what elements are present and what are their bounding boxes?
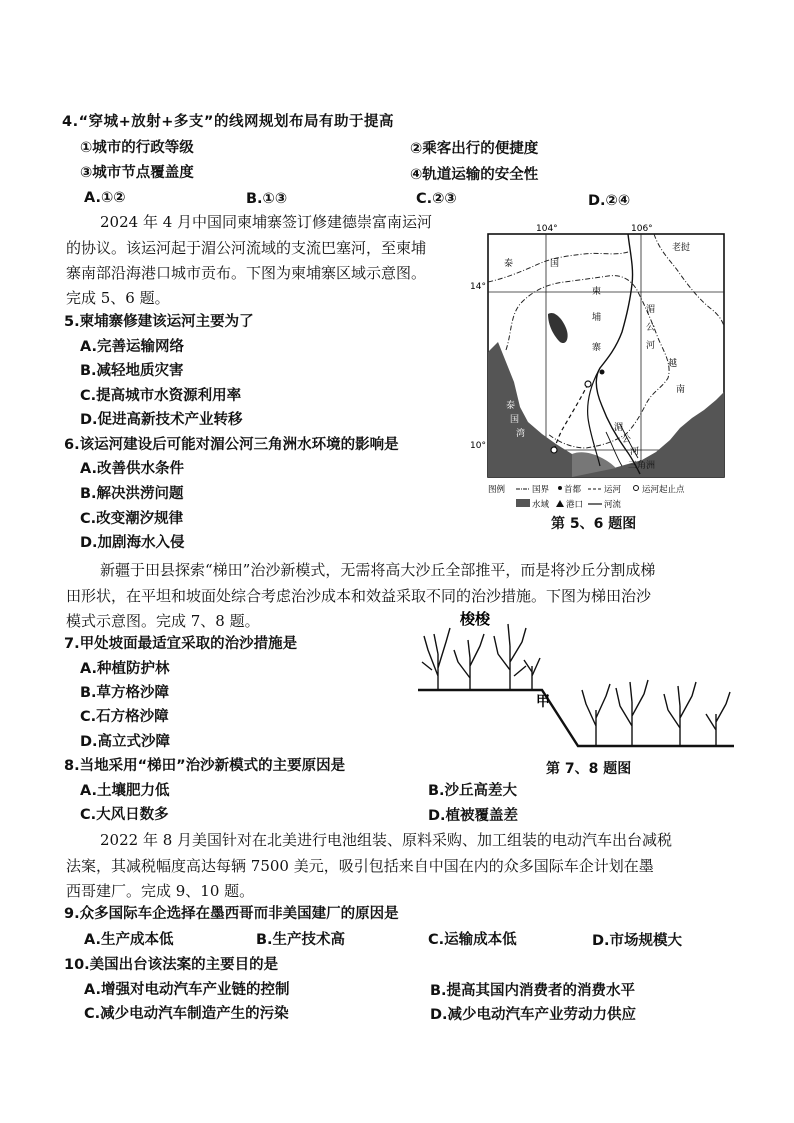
q4-option-b[interactable]: B.①③ bbox=[246, 191, 288, 207]
q6-option-b[interactable]: B.解决洪涝问题 bbox=[80, 486, 184, 502]
legend-border: 国界 bbox=[532, 485, 550, 495]
q4-item-2: ②乘客出行的便捷度 bbox=[410, 141, 539, 157]
q10-option-b[interactable]: B.提高其国内消费者的消费水平 bbox=[430, 983, 636, 999]
label-cambodia-1: 柬 bbox=[592, 287, 602, 297]
legend-capital: 首都 bbox=[564, 485, 582, 495]
canal-start-point bbox=[585, 381, 591, 387]
label-vietnam-2: 南 bbox=[676, 385, 686, 395]
label-mekong-1: 湄 bbox=[646, 305, 656, 315]
label-gulf-1: 泰 bbox=[506, 401, 516, 411]
terrace-slope-label: 甲 bbox=[536, 694, 550, 710]
q7-option-d[interactable]: D.高立式沙障 bbox=[80, 734, 171, 750]
q9-option-d[interactable]: D.市场规模大 bbox=[592, 933, 683, 949]
label-cambodia-2: 埔 bbox=[592, 313, 602, 323]
legend-endpoint-swatch bbox=[634, 486, 639, 491]
legend-capital-swatch bbox=[558, 486, 562, 490]
q8-option-b[interactable]: B.沙丘高差大 bbox=[428, 783, 518, 799]
passage2-line-1: 新疆于田县探索“梯田”治沙新模式，无需将高大沙丘全部推平，而是将沙丘分割成梯 bbox=[100, 561, 656, 579]
label-thailand-1: 泰 bbox=[504, 259, 514, 269]
q4-item-1: ①城市的行政等级 bbox=[80, 140, 194, 156]
terrace-tree-label: 梭梭 bbox=[460, 610, 491, 628]
legend-water-swatch bbox=[516, 499, 530, 507]
passage2-line-2: 田形状，在平坦和坡面处综合考虑治沙成本和效益采取不同的治沙措施。下图为梯田治沙 bbox=[66, 587, 652, 605]
q8-option-d[interactable]: D.植被覆盖差 bbox=[428, 808, 519, 824]
legend-title: 图例 bbox=[488, 485, 506, 495]
passage1-line-3: 寨南部沿海港口城市贡布。下图为柬埔寨区域示意图。 bbox=[66, 264, 427, 282]
q7-option-a[interactable]: A.种植防护林 bbox=[80, 661, 170, 677]
map-lon-104: 104° bbox=[536, 224, 558, 234]
map-lat-10: 10° bbox=[470, 441, 486, 451]
cambodia-map bbox=[470, 222, 738, 512]
legend-port: 港口 bbox=[566, 500, 584, 510]
label-delta-2: 公 bbox=[622, 435, 632, 445]
terrace-profile bbox=[418, 690, 734, 746]
q6-option-a[interactable]: A.改善供水条件 bbox=[80, 461, 184, 477]
q10-option-a[interactable]: A.增强对电动汽车产业链的控制 bbox=[84, 982, 290, 998]
q8-option-a[interactable]: A.土壤肥力低 bbox=[80, 783, 170, 799]
label-gulf-3: 湾 bbox=[516, 429, 526, 439]
label-vietnam-1: 越 bbox=[668, 359, 678, 369]
label-laos: 老挝 bbox=[672, 243, 691, 253]
q4-option-a[interactable]: A.①② bbox=[84, 190, 126, 206]
passage3-line-2: 法案，其减税幅度高达每辆 7500 美元，吸引包括来自中国在内的众多国际车企计划在墨 bbox=[66, 857, 654, 875]
q9-option-b[interactable]: B.生产技术高 bbox=[256, 932, 346, 948]
q7-option-c[interactable]: C.石方格沙障 bbox=[80, 709, 169, 725]
lower-trees bbox=[582, 680, 730, 746]
legend-water: 水域 bbox=[532, 500, 550, 510]
map-caption: 第 5、6 题图 bbox=[551, 516, 637, 532]
terrace-caption: 第 7、8 题图 bbox=[546, 761, 632, 777]
passage2-line-3: 模式示意图。完成 7、8 题。 bbox=[66, 612, 260, 630]
q5-option-b[interactable]: B.减轻地质灾害 bbox=[80, 363, 184, 379]
passage3-line-1: 2022 年 8 月美国针对在北美进行电池组装、原料采购、加工组装的电动汽车出台减税 bbox=[100, 831, 673, 849]
map-lon-106: 106° bbox=[631, 224, 653, 234]
q6-option-d[interactable]: D.加剧海水入侵 bbox=[80, 535, 185, 551]
q9-option-c[interactable]: C.运输成本低 bbox=[428, 932, 517, 948]
q4-item-3: ③城市节点覆盖度 bbox=[80, 165, 194, 181]
q8-option-c[interactable]: C.大风日数多 bbox=[80, 807, 169, 823]
passage1-line-2: 的协议。该运河起于湄公河流域的支流巴塞河，至柬埔 bbox=[66, 239, 427, 257]
q5-option-d[interactable]: D.促进高新技术产业转移 bbox=[80, 412, 243, 428]
q4-option-d[interactable]: D.②④ bbox=[588, 193, 631, 209]
q10-option-c[interactable]: C.减少电动汽车制造产生的污染 bbox=[84, 1006, 289, 1022]
q7-option-b[interactable]: B.草方格沙障 bbox=[80, 685, 170, 701]
q5-option-a[interactable]: A.完善运输网络 bbox=[80, 339, 184, 355]
q4-option-c[interactable]: C.②③ bbox=[416, 191, 457, 207]
q6-option-c[interactable]: C.改变潮汐规律 bbox=[80, 511, 184, 527]
label-delta-bottom: 三角洲 bbox=[628, 461, 656, 471]
label-delta-1: 湄 bbox=[614, 423, 624, 433]
passage3-line-3: 西哥建厂。完成 9、10 题。 bbox=[66, 882, 255, 900]
map-lat-14: 14° bbox=[470, 282, 486, 292]
q5-stem: 5.柬埔寨修建该运河主要为了 bbox=[64, 314, 254, 330]
legend-endpoint: 运河起止点 bbox=[642, 485, 685, 495]
legend-port-swatch bbox=[556, 500, 564, 507]
legend-canal: 运河 bbox=[604, 485, 622, 495]
upper-trees bbox=[422, 624, 540, 690]
q6-stem: 6.该运河建设后可能对湄公河三角洲水环境的影响是 bbox=[64, 437, 399, 453]
passage1-line-4: 完成 5、6 题。 bbox=[66, 289, 170, 307]
label-gulf-2: 国 bbox=[510, 415, 520, 425]
q5-option-c[interactable]: C.提高城市水资源利用率 bbox=[80, 388, 242, 404]
passage1-line-1: 2024 年 4 月中国同柬埔寨签订修建德崇富南运河 bbox=[100, 213, 433, 231]
label-mekong-2: 公 bbox=[646, 323, 656, 333]
q4-item-4: ④轨道运输的安全性 bbox=[410, 167, 539, 183]
terrace-diagram bbox=[410, 606, 740, 756]
legend-river: 河流 bbox=[604, 500, 622, 510]
q10-option-d[interactable]: D.减少电动汽车产业劳动力供应 bbox=[430, 1007, 637, 1023]
label-cambodia-3: 寨 bbox=[592, 343, 602, 353]
q9-option-a[interactable]: A.生产成本低 bbox=[84, 932, 174, 948]
q9-stem: 9.众多国际车企选择在墨西哥而非美国建厂的原因是 bbox=[64, 906, 399, 922]
label-thailand-2: 国 bbox=[550, 259, 560, 269]
q4-stem: 4.“穿城+放射+多支”的线网规划布局有助于提高 bbox=[62, 114, 394, 130]
q8-stem: 8.当地采用“梯田”治沙新模式的主要原因是 bbox=[64, 758, 346, 774]
capital-phnom-penh bbox=[600, 370, 605, 375]
canal-end-point bbox=[551, 447, 557, 453]
q10-stem: 10.美国出台该法案的主要目的是 bbox=[64, 957, 279, 973]
label-mekong-3: 河 bbox=[646, 341, 656, 351]
label-delta-3: 河 bbox=[630, 447, 640, 457]
q7-stem: 7.甲处坡面最适宜采取的治沙措施是 bbox=[64, 636, 298, 652]
